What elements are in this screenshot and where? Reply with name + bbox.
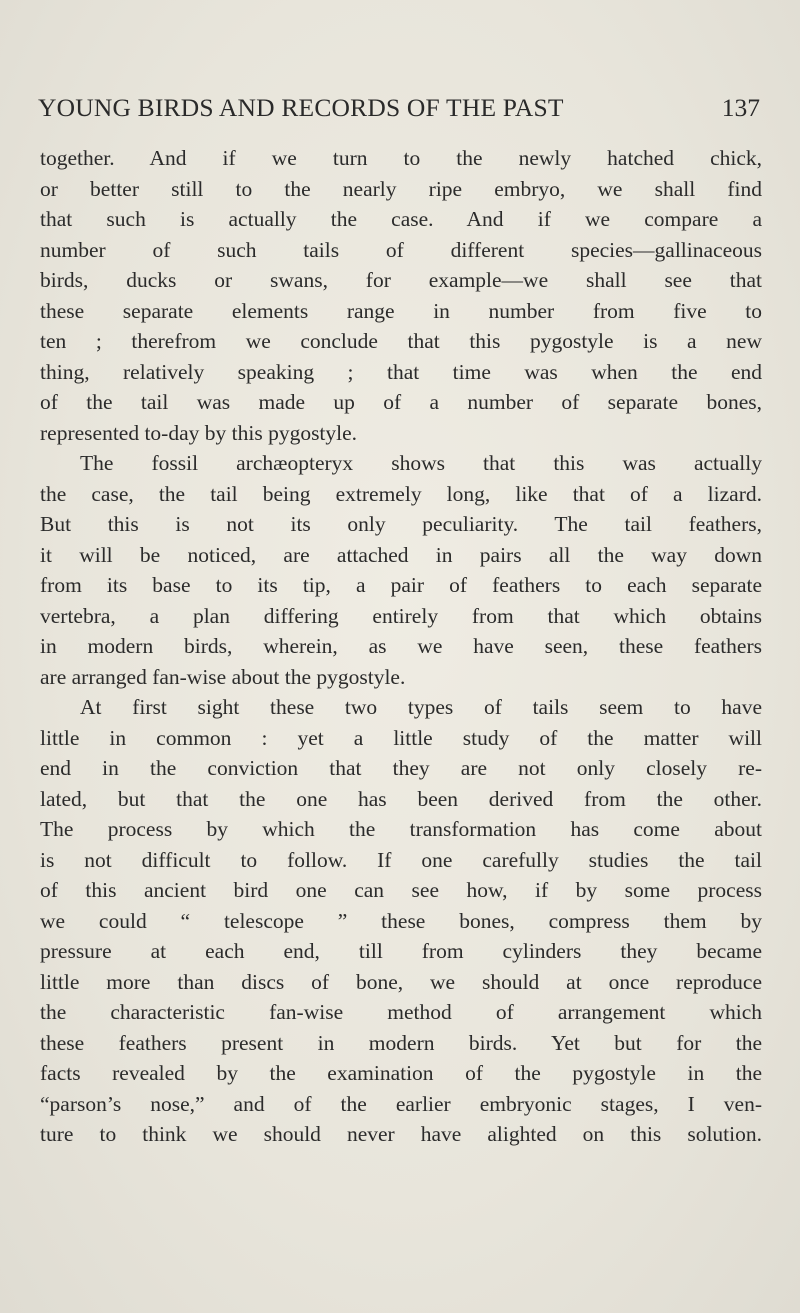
text-line: in modern birds, wherein, as we have seen, these feathers	[40, 634, 762, 658]
text-line: little more than discs of bone, we should at once reproduce	[40, 969, 762, 994]
text-line: of this ancient bird one can see how, if by some process	[40, 878, 762, 902]
text-line: of the tail was made up of a number of separate bones,	[40, 390, 762, 414]
text-line: The process by which the transformation has come about	[40, 817, 762, 841]
text-line: vertebra, a plan differing entirely from that which obtains	[40, 603, 762, 628]
text-line: these feathers present in modern birds. Yet but for the	[40, 1030, 762, 1055]
text-line: “parson’s nose,” and of the earlier embryonic stages, I ven-	[40, 1091, 762, 1116]
text-line: the characteristic fan-wise method of arrangement which	[40, 1000, 762, 1024]
running-title: YOUNG BIRDS AND RECORDS OF THE PAST	[38, 93, 564, 122]
text-line: represented to-day by this pygostyle.	[40, 420, 358, 445]
text-line: ture to think we should never have alighted on this solution.	[40, 1122, 762, 1146]
text-line: is not difficult to follow. If one carefully studies the tail	[40, 847, 762, 872]
page-number: 137	[721, 93, 760, 122]
text-line: the case, the tail being extremely long, like that of a lizard.	[40, 481, 762, 506]
paragraph-start-line: The fossil archæopteryx shows that this was actually	[80, 451, 762, 475]
text-line: thing, relatively speaking ; that time was when the end	[40, 359, 762, 384]
text-line: But this is not its only peculiarity. The tail feathers,	[40, 512, 762, 536]
body-text	[40, 143, 762, 1150]
text-line: or better still to the nearly ripe embryo, we shall find	[40, 176, 762, 201]
text-line: birds, ducks or swans, for example—we shall see that	[40, 268, 762, 292]
text-line: facts revealed by the examination of the pygostyle in the	[40, 1061, 762, 1085]
text-line: lated, but that the one has been derived from the other.	[40, 786, 762, 811]
text-line: end in the conviction that they are not only closely re-	[40, 756, 762, 780]
text-line: number of such tails of different species—gallinaceous	[40, 237, 762, 262]
text-line: we could “ telescope ” these bones, compress them by	[40, 908, 762, 933]
text-line: together. And if we turn to the newly hatched chick,	[40, 146, 762, 170]
text-line: it will be noticed, are attached in pairs all the way down	[40, 542, 762, 567]
text-line: ten ; therefrom we conclude that this pygostyle is a new	[40, 329, 762, 353]
text-line: that such is actually the case. And if we compare a	[40, 207, 762, 231]
text-line: from its base to its tip, a pair of feathers to each separate	[40, 573, 762, 597]
text-line: are arranged fan-wise about the pygostyle.	[40, 664, 406, 689]
text-line: little in common : yet a little study of the matter will	[40, 725, 762, 750]
page-header	[38, 93, 760, 133]
paragraph-start-line: At first sight these two types of tails seem to have	[80, 695, 762, 719]
text-line: pressure at each end, till from cylinders they became	[40, 939, 762, 963]
text-line: these separate elements range in number from five to	[40, 298, 762, 323]
